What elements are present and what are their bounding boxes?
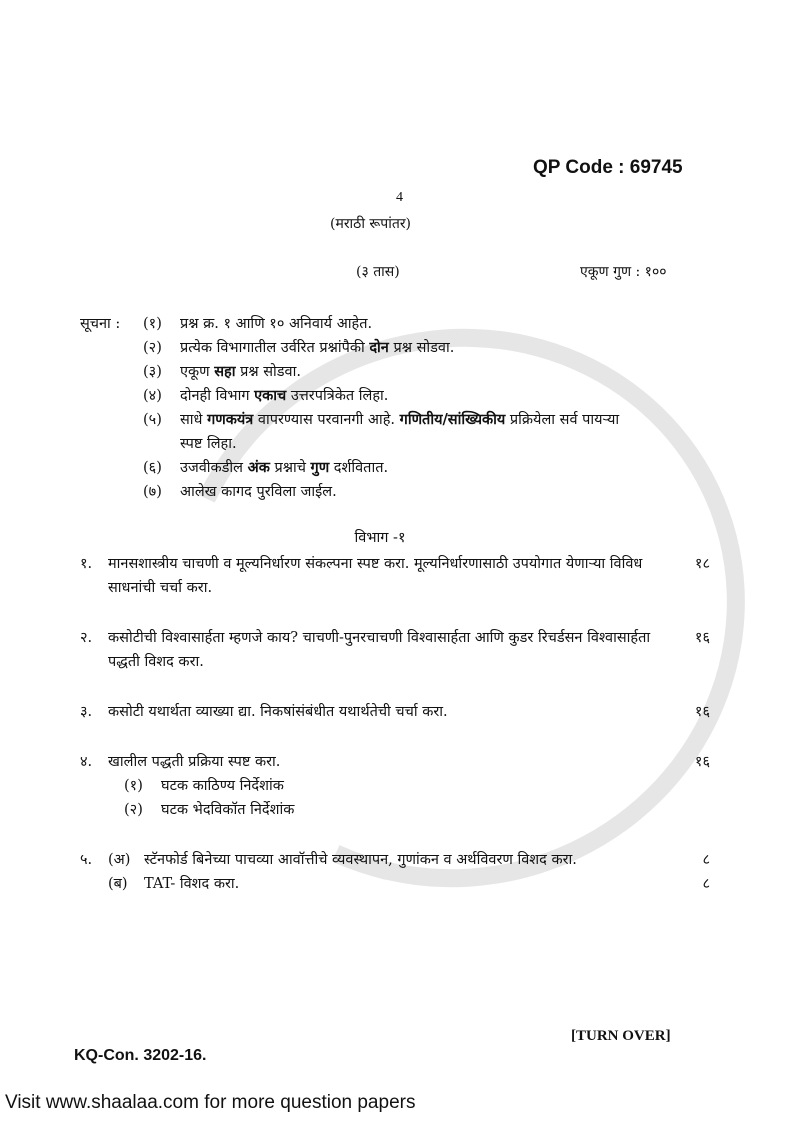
instruction-1: सूचना : (१) प्रश्न क्र. १ आणि १० अनिवार्य आहेत. [80, 312, 710, 336]
instruction-5-cont: स्पष्ट लिहा. [180, 436, 237, 452]
question-1-cont: येणाऱ्या विविध साधनांची चर्चा करा. [108, 556, 643, 596]
question-4-sub-1: (१) घटक काठिण्य निर्देशांक [124, 778, 284, 794]
total-marks: एकूण गुण : १०० [580, 264, 667, 280]
instruction-5: (५) साधे गणकयंत्र वापरण्यास परवानगी आहे. गणितीय/सांख्यिकीय प्रक्रियेला सर्व पायऱ्या स्पष्ट लिहा. [143, 411, 620, 452]
paper-body [80, 312, 710, 896]
question-1-marks: १८ [694, 556, 710, 572]
question-1: १. मानसशास्त्रीय चाचणी व मूल्यनिर्धारण संकल्पना स्पष्ट करा. मूल्यनिर्धारणासाठी उपयोगात येणाऱ्या विविध साधनांची चर्चा करा. १८ [80, 552, 710, 600]
question-4-marks: १६ [694, 754, 710, 770]
instruction-2: (२) प्रत्येक विभागातील उर्वरित प्रश्नांपैकी दोन प्रश्न सोडवा. [143, 339, 455, 356]
subtitle: (मराठी रूपांतर) [330, 216, 412, 232]
instruction-4: (४) दोनही विभाग एकाच उत्तरपत्रिकेत लिहा. [143, 387, 389, 404]
turn-over: [TURN OVER] [571, 1028, 671, 1044]
question-2: २. कसोटीची विश्वासार्हता म्हणजे काय? चाचणी-पुनरचाचणी विश्वासार्हता आणि कुडर रिचर्डसन विश्वासार्हता पद्धती विशद करा. १६ [80, 626, 710, 674]
instruction-6: (६) उजवीकडील अंक प्रश्नाचे गुण दर्शवितात. [143, 459, 389, 476]
question-4: ४. खालील पद्धती प्रक्रिया स्पष्ट करा. १६ [80, 750, 710, 774]
instruction-3: (३) एकूण सहा प्रश्न सोडवा. [143, 363, 301, 380]
qp-code: QP Code : 69745 [533, 157, 683, 178]
question-4-sub-2: (२) घटक भेदविकॉत निर्देशांक [124, 802, 295, 818]
question-2-cont: विश्वासार्हता पद्धती विशद करा. [108, 630, 651, 670]
question-3: ३. कसोटी यथार्थता व्याख्या द्या. निकषांसंबंधीत यथार्थतेची चर्चा करा. १६ [80, 700, 710, 724]
question-5b: (ब) TAT- विशद करा. ८ [80, 872, 710, 896]
section-title: विभाग -१ [354, 530, 406, 546]
question-5a: ५. (अ) स्टॅनफोर्ड बिनेच्या पाचव्या आवॉत्तीचे व्यवस्थापन, गुणांकन व अर्थविवरण विशद करा. ८ [80, 848, 710, 872]
page-number: 4 [396, 190, 403, 205]
question-5b-marks: ८ [702, 876, 710, 892]
question-5a-marks: ८ [702, 852, 710, 868]
instruction-7: (७) आलेख कागद पुरविला जाईल. [143, 484, 337, 500]
visit-link[interactable]: Visit www.shaalaa.com for more question papers [5, 1092, 416, 1113]
question-2-marks: १६ [694, 630, 710, 646]
footer-code: KQ-Con. 3202-16. [74, 1047, 207, 1064]
duration: (३ तास) [356, 264, 400, 280]
instructions-label: सूचना : [80, 316, 121, 332]
question-3-marks: १६ [694, 704, 710, 720]
